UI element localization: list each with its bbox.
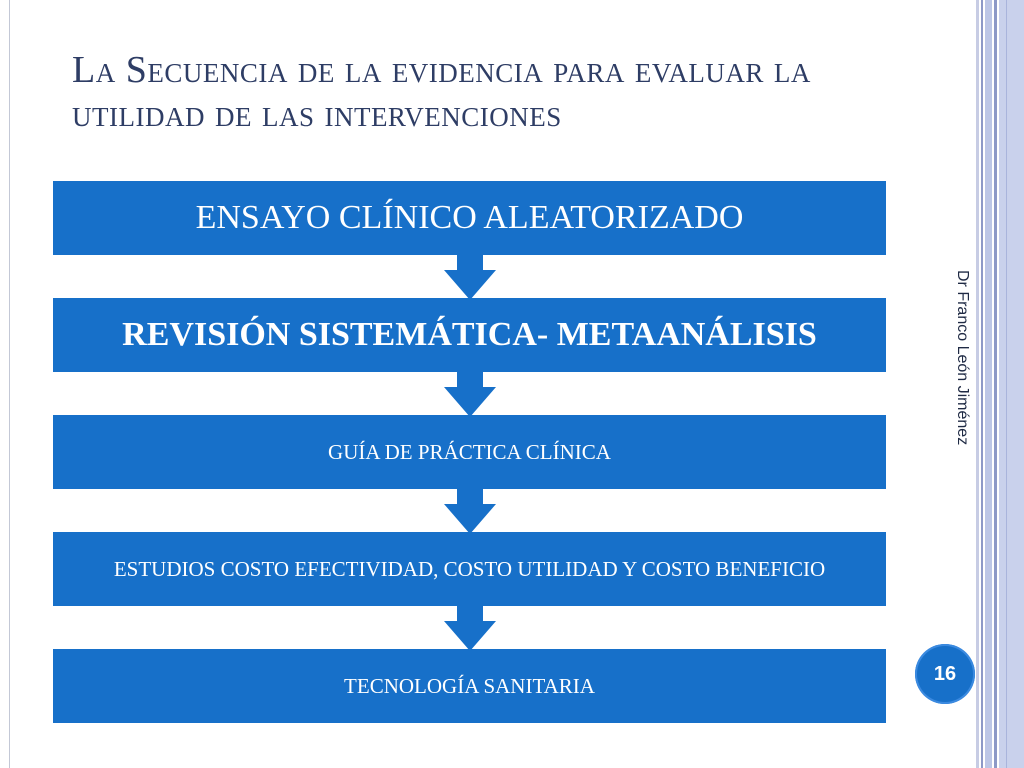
process-step-clinical-guideline: [53, 415, 886, 489]
down-arrow-icon: [444, 605, 496, 651]
slide-right-stripe: [994, 0, 997, 768]
down-arrow-icon: [444, 254, 496, 300]
author-credit: Dr Franco León Jiménez: [954, 270, 971, 446]
down-arrow-icon: [444, 371, 496, 417]
slide-right-stripe: [976, 0, 979, 768]
down-arrow-icon: [444, 488, 496, 534]
process-step-cost-studies: [53, 532, 886, 606]
process-step-systematic-review: [53, 298, 886, 372]
process-step-label: TECNOLOGÍA SANITARIA: [344, 673, 595, 698]
process-step-label: GUÍA DE PRÁCTICA CLÍNICA: [328, 439, 611, 464]
slide-left-rule: [9, 0, 10, 768]
process-step-randomized-trial: [53, 181, 886, 255]
slide-title: La Secuencia de la evidencia para evaluar la utilidad de las intervenciones: [72, 49, 811, 135]
slide-right-stripe: [981, 0, 983, 768]
process-step-label: ESTUDIOS COSTO EFECTIVIDAD, COSTO UTILIDAD Y COSTO BENEFICIO: [113, 557, 826, 581]
slide-right-stripe: [999, 0, 1024, 768]
slide-right-stripe: [985, 0, 992, 768]
page-number: 16: [933, 662, 957, 685]
page-number-badge: [915, 644, 975, 704]
process-step-label: ENSAYO CLÍNICO ALEATORIZADO: [195, 199, 744, 236]
process-step-label: REVISIÓN SISTEMÁTICA- METAANÁLISIS: [122, 316, 817, 353]
process-step-health-technology: [53, 649, 886, 723]
slide-right-stripe: [1006, 0, 1007, 768]
